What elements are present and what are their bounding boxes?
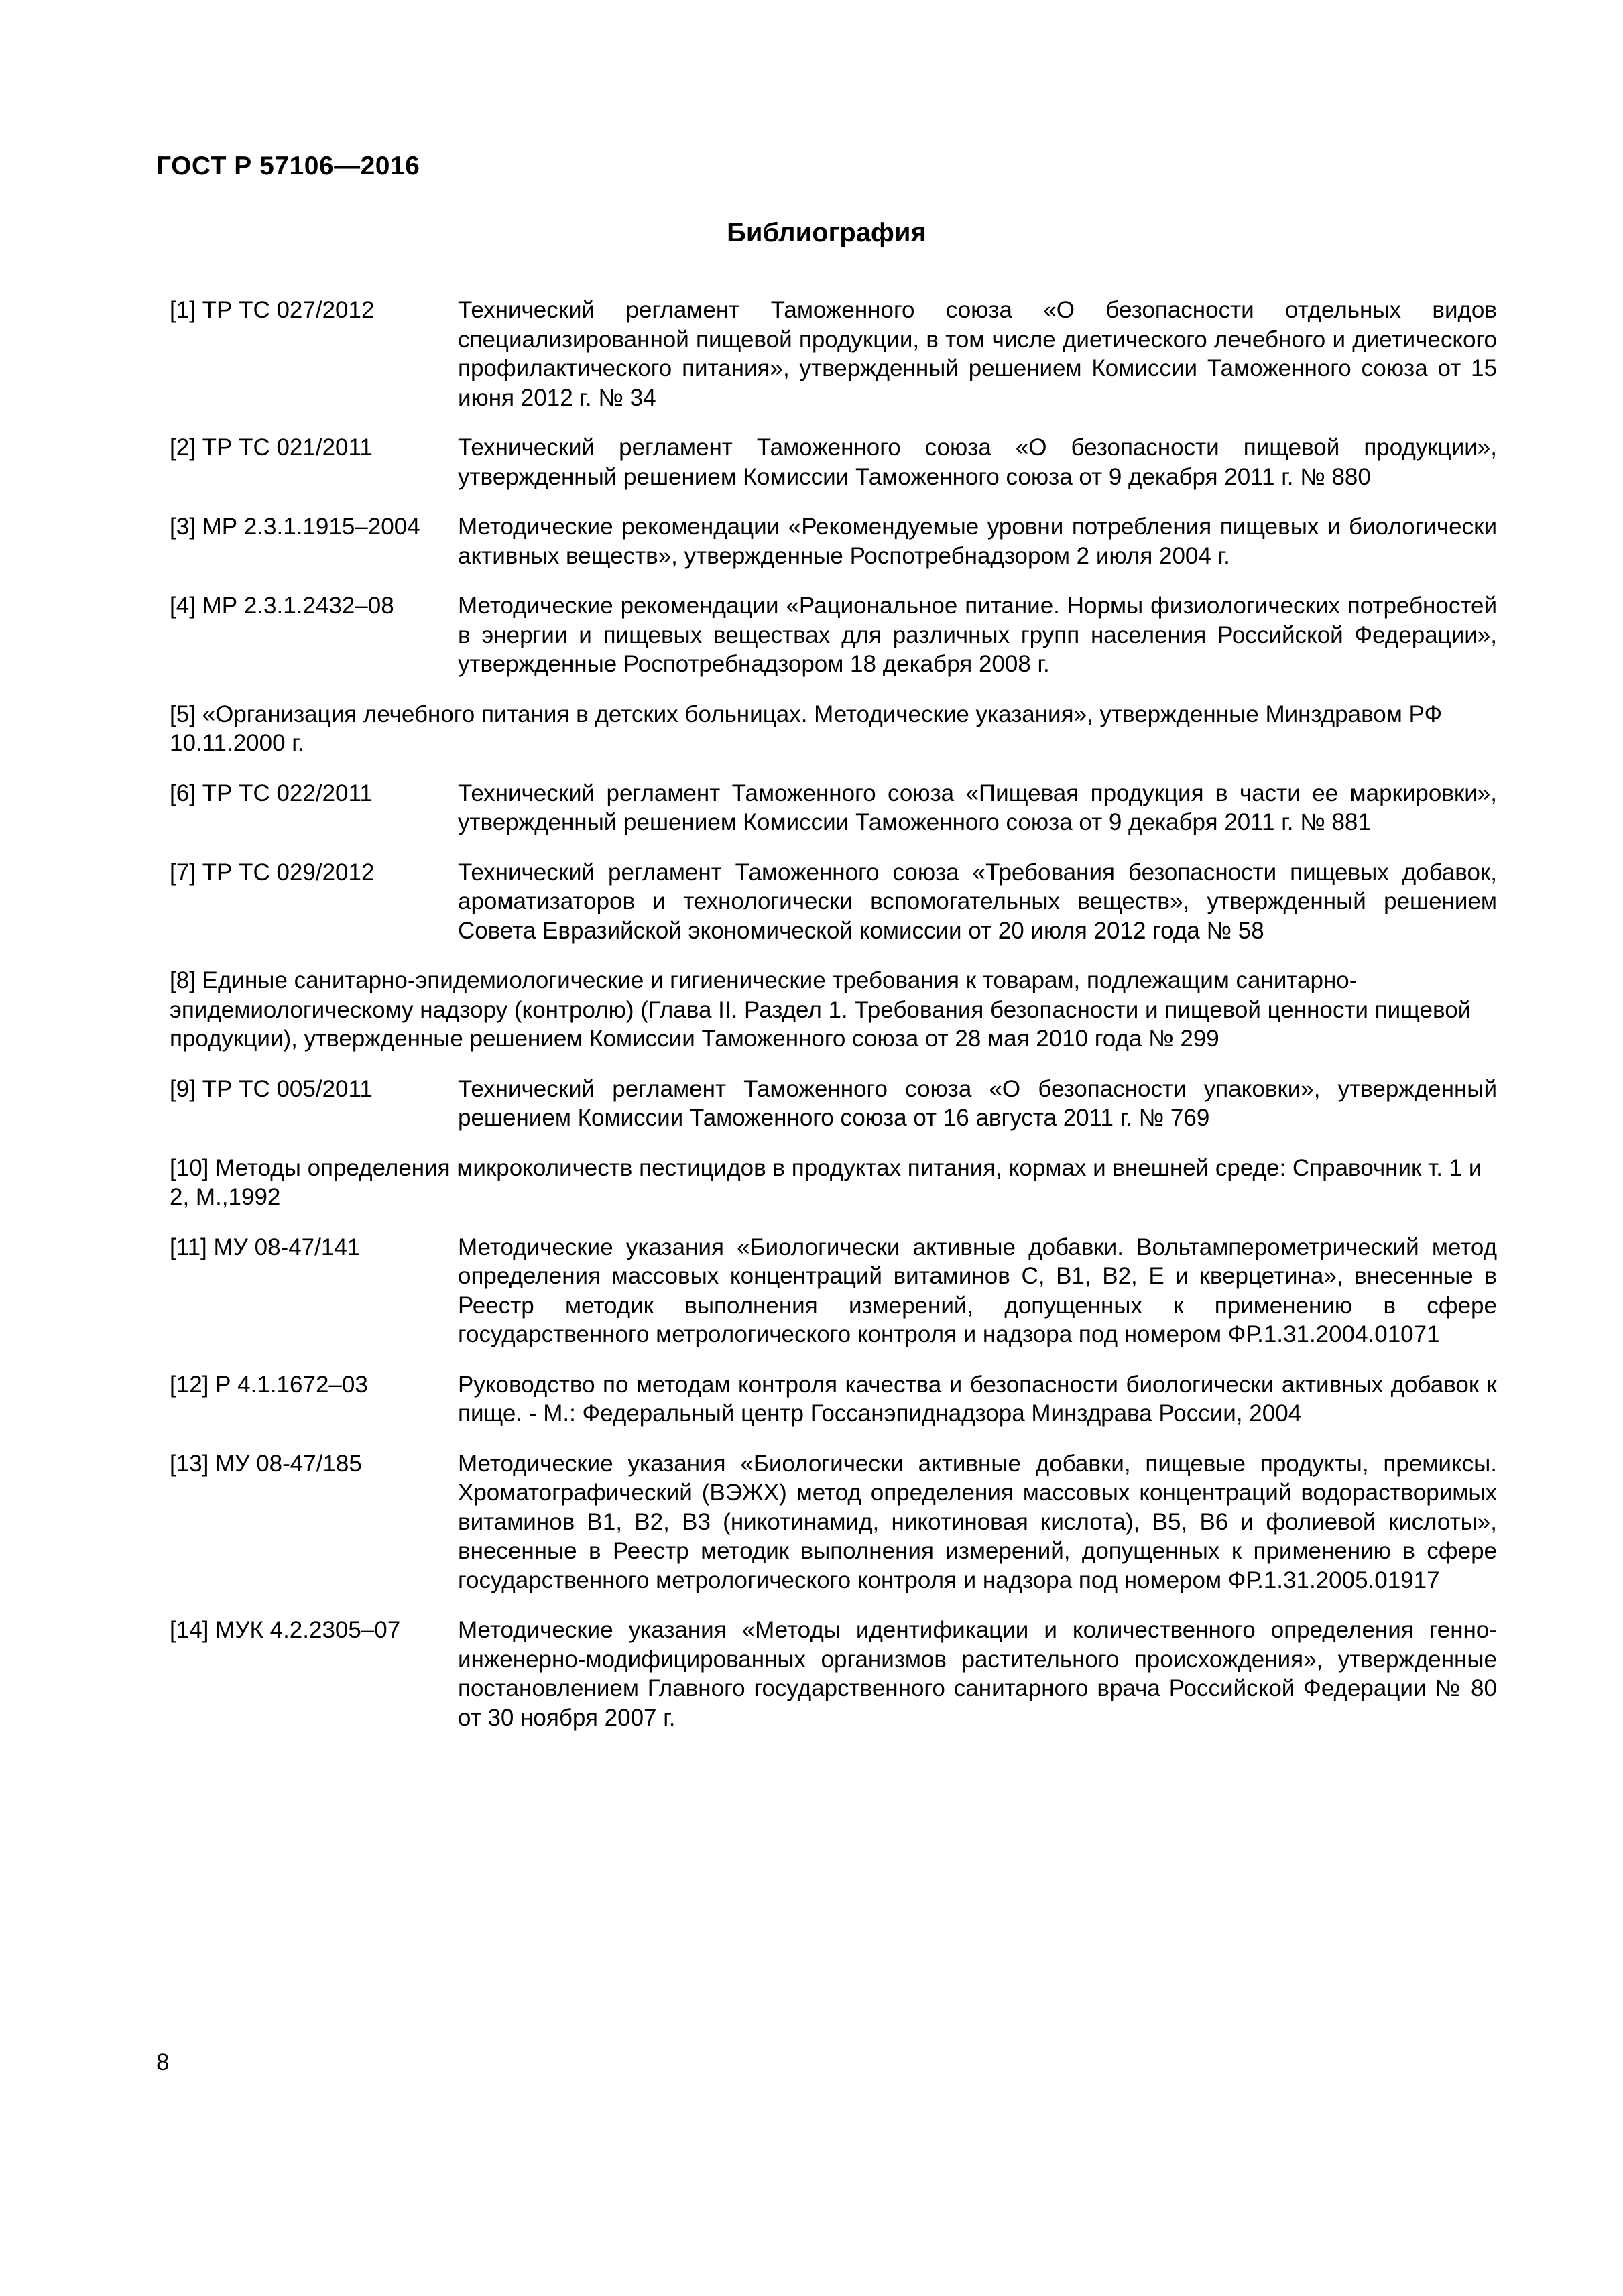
entry-code: [4] МР 2.3.1.2432–08 (170, 593, 394, 619)
entry-code: [11] МУ 08-47/141 (170, 1233, 361, 1260)
entry-code: [9] ТР ТС 005/2011 (170, 1075, 373, 1102)
bibliography-entry (170, 512, 1497, 570)
entry-description: Методические указания «Биологически активные добавки, пищевые продукты, премиксы. Хроматографический (ВЭЖХ) метод определения массовых концентраций водорастворимых витаминов В1, В2, В3 (никотинамид, никотиновая кислота), В5, В6 и фолиевой кислоты», внесенные в Реестр методик выполнения измерений, допущенных к применению в сфере государственного метрологического контроля и надзора под номером ФР.1.31.2005.01917 (458, 1450, 1497, 1593)
entry-code: [7] ТР ТС 029/2012 (170, 859, 375, 886)
entry-description: Технический регламент Таможенного союза «О безопасности пищевой продукции», утвержденный решением Комиссии Таможенного союза от 9 декабря 2011 г. № 880 (458, 434, 1497, 490)
bibliography-entry (170, 700, 1497, 758)
entry-code: [14] МУК 4.2.2305–07 (170, 1617, 401, 1643)
bibliography-entry (170, 858, 1497, 946)
entry-description: Технический регламент Таможенного союза «Пищевая продукция в части ее маркировки», утвержденный решением Комиссии Таможенного союза от 9 декабря 2011 г. № 881 (458, 780, 1497, 835)
bibliography-entry (170, 1370, 1497, 1429)
bibliography-entry (170, 779, 1497, 837)
bibliography-entry (170, 433, 1497, 491)
page-title: Библиография (727, 218, 926, 247)
entry-code: [12] Р 4.1.1672–03 (170, 1371, 368, 1398)
entry-code: [2] ТР ТС 021/2011 (170, 434, 373, 461)
bibliography-entry (170, 1233, 1497, 1349)
entry-code: [13] МУ 08-47/185 (170, 1450, 362, 1477)
entry-code: [3] МР 2.3.1.1915–2004 (170, 513, 420, 540)
entry-description: Методические указания «Методы идентификации и количественного определения генно-инженерно-модифицированных организмов растительного происхождения», утвержденные постановлением Главного государственного санитарного врача Российской Федерации № 80 от 30 ноября 2007 г. (458, 1617, 1497, 1731)
entry-description: Руководство по методам контроля качества и безопасности биологически активных добавок к пище. - М.: Федеральный центр Госсанэпиднадзора Минздрава России, 2004 (458, 1371, 1497, 1427)
entry-description: Методические указания «Биологически активные добавки. Вольтамперометрический метод определения массовых концентраций витаминов С, В1, В2, Е и кверцетина», внесенные в Реестр методик выполнения измерений, допущенных к применению в сфере государственного метрологического контроля и надзора под номером ФР.1.31.2004.01071 (458, 1233, 1497, 1347)
bibliography-entry (170, 591, 1497, 679)
entry-full-text: [5] «Организация лечебного питания в детских больницах. Методические указания», утвержденные Минздравом РФ 10.11.2000 г. (170, 701, 1443, 756)
entry-full-text: [10] Методы определения микроколичеств пестицидов в продуктах питания, кормах и внешней среде: Справочник т. 1 и 2, М.,1992 (170, 1154, 1482, 1210)
entry-description: Методические рекомендации «Рекомендуемые уровни потребления пищевых и биологически активных веществ», утвержденные Роспотребнадзором 2 июля 2004 г. (458, 513, 1497, 569)
bibliography-entry (170, 966, 1497, 1054)
bibliography-list (170, 296, 1497, 1753)
entry-full-text: [8] Единые санитарно-эпидемиологические и гигиенические требования к товарам, подлежащим санитарно-эпидемиологическому надзору (контролю) (Глава II. Раздел 1. Требования безопасности и пищевой ценности пищевой продукции), утвержденные решением Комиссии Таможенного союза от 28 мая 2010 года № 299 (170, 967, 1471, 1052)
bibliography-entry (170, 296, 1497, 412)
entry-code: [6] ТР ТС 022/2011 (170, 780, 373, 806)
document-standard-code: ГОСТ Р 57106—2016 (156, 152, 420, 180)
entry-code: [1] ТР ТС 027/2012 (170, 297, 375, 323)
bibliography-entry (170, 1154, 1497, 1212)
entry-description: Технический регламент Таможенного союза «О безопасности отдельных видов специализированной пищевой продукции, в том числе диетического лечебного и диетического профилактического питания», утвержденный решением Комиссии Таможенного союза от 15 июня 2012 г. № 34 (458, 297, 1497, 411)
bibliography-entry (170, 1075, 1497, 1133)
page-number: 8 (156, 2049, 170, 2075)
entry-description: Методические рекомендации «Рациональное питание. Нормы физиологических потребностей в энергии и пищевых веществах для различных групп населения Российской Федерации», утвержденные Роспотребнадзором 18 декабря 2008 г. (458, 593, 1497, 677)
entry-description: Технический регламент Таможенного союза «О безопасности упаковки», утвержденный решением Комиссии Таможенного союза от 16 августа 2011 г. № 769 (458, 1075, 1497, 1131)
bibliography-entry (170, 1449, 1497, 1595)
entry-description: Технический регламент Таможенного союза «Требования безопасности пищевых добавок, ароматизаторов и технологически вспомогательных веществ», утвержденный решением Совета Евразийской экономической комиссии от 20 июля 2012 года № 58 (458, 859, 1497, 944)
bibliography-entry (170, 1616, 1497, 1732)
